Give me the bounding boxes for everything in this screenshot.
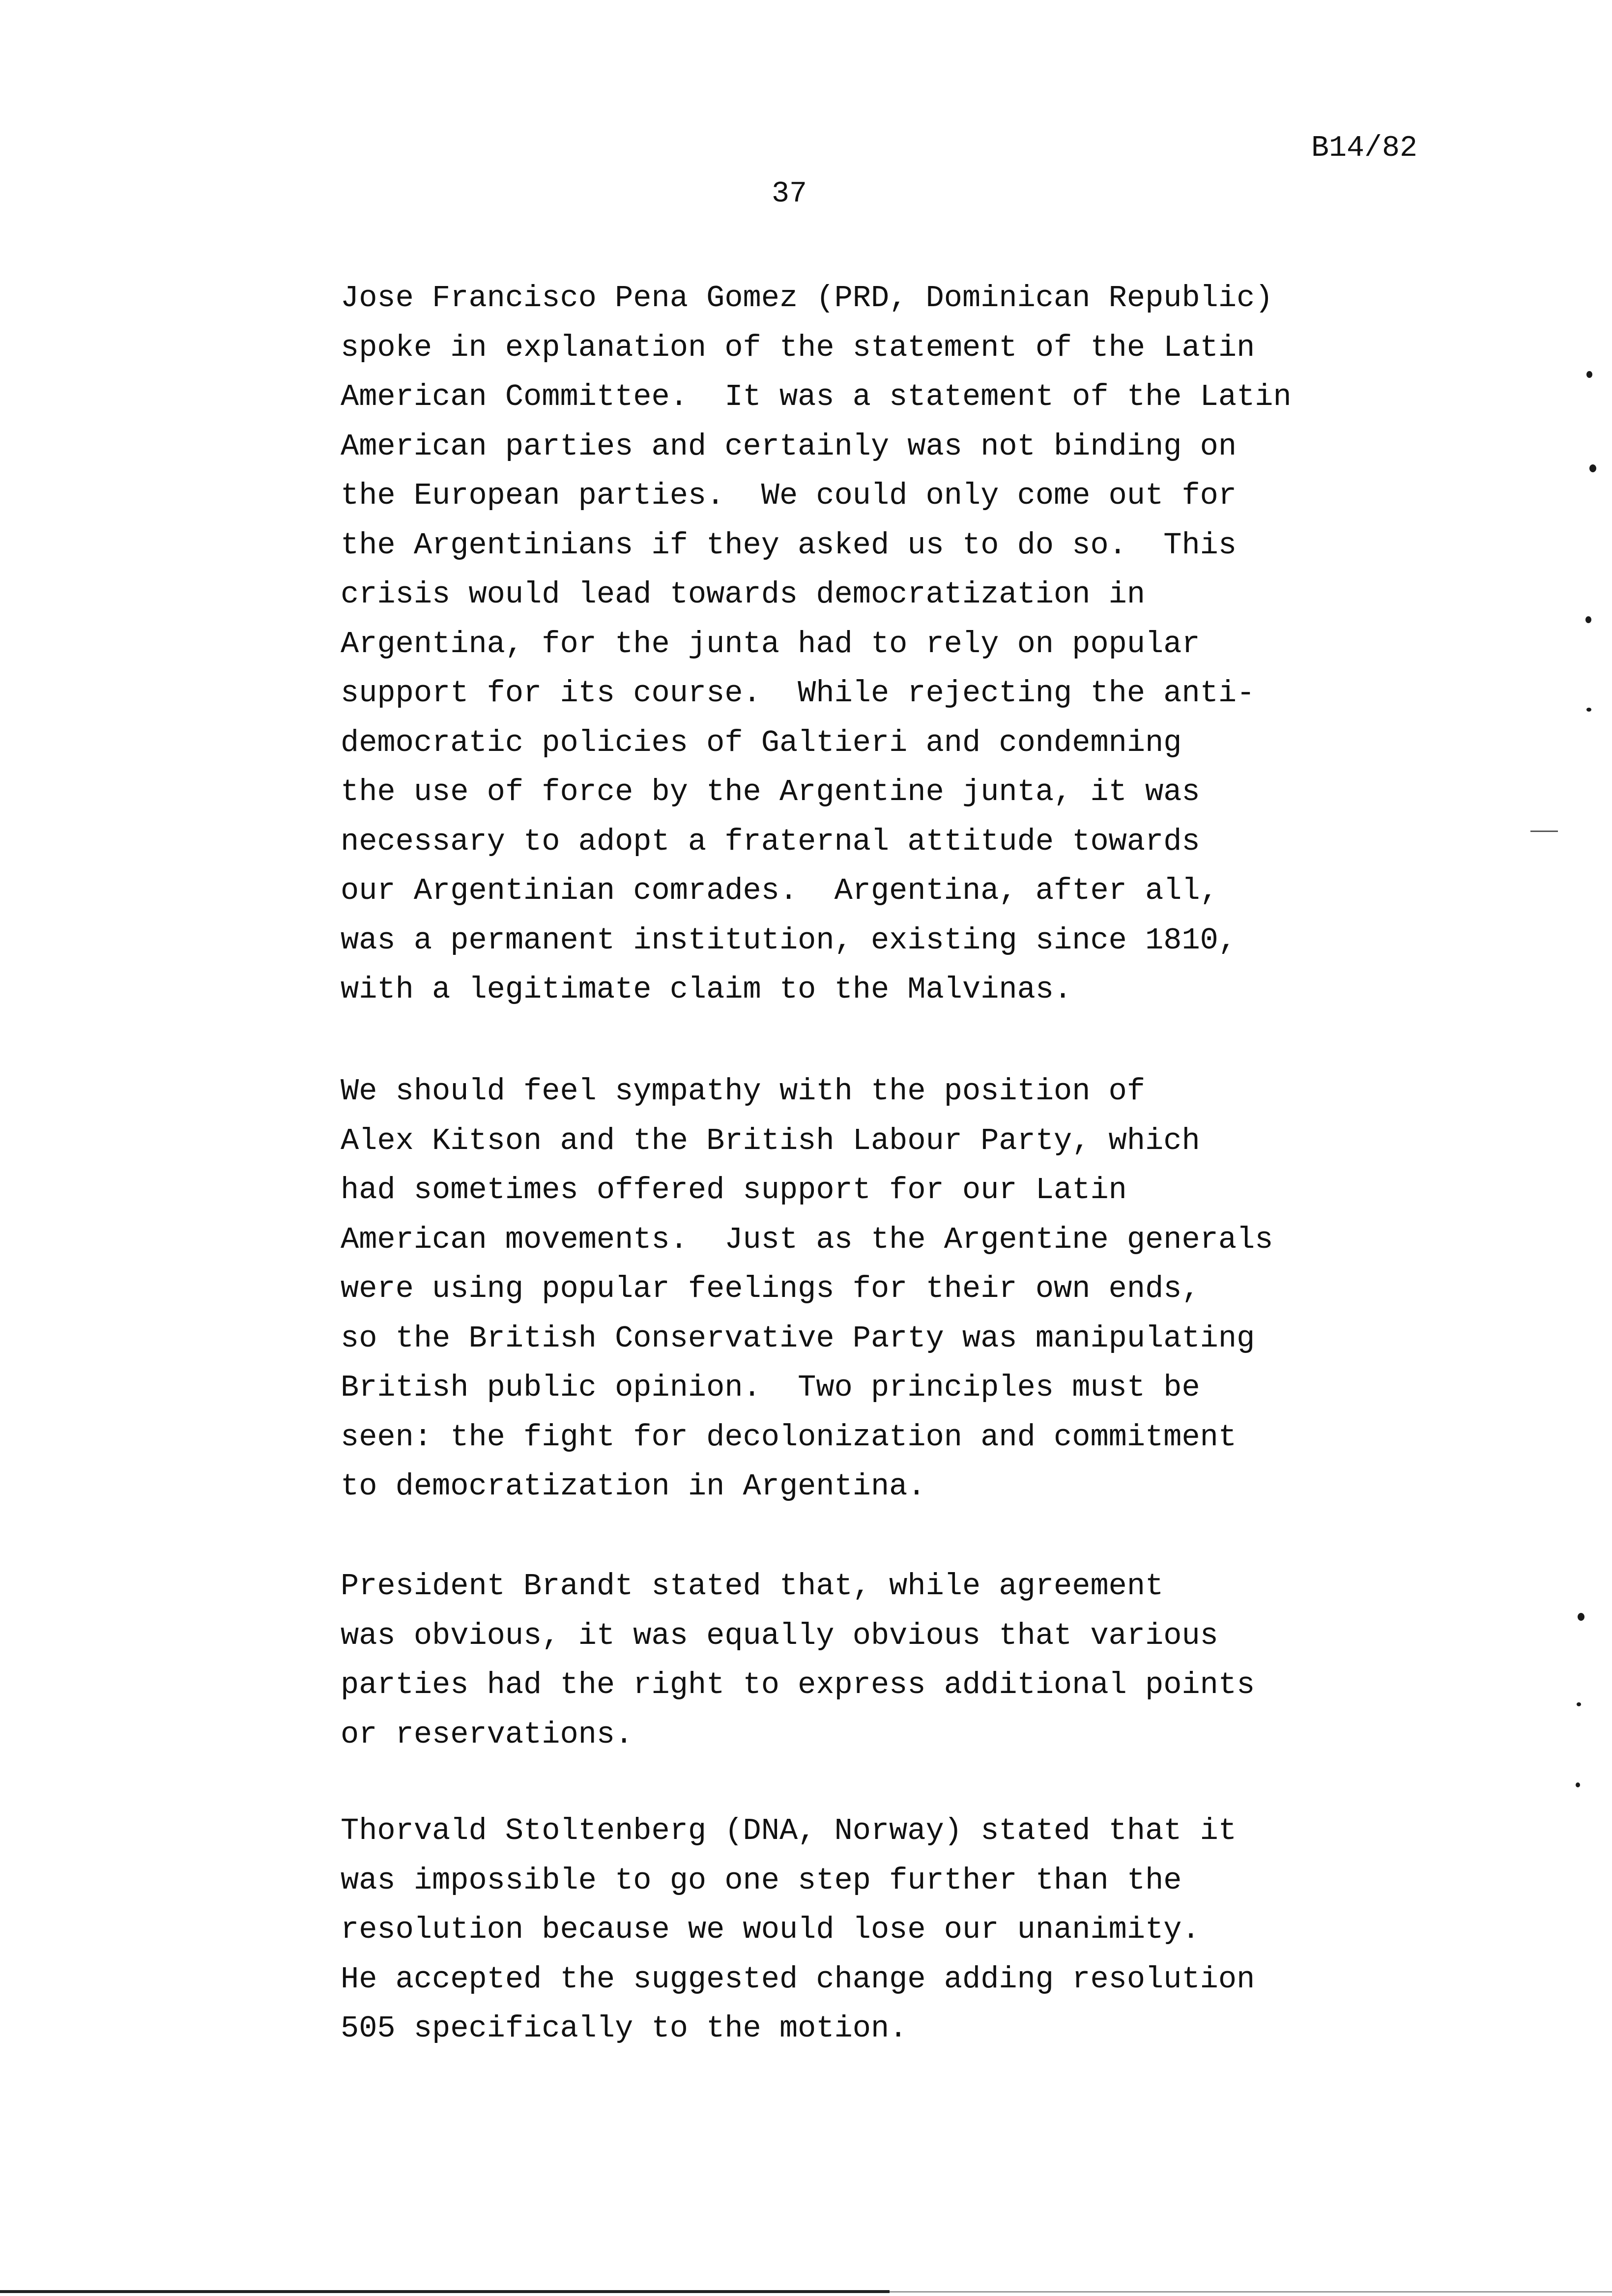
text-line: or reservations. (341, 1717, 633, 1752)
text-line: had sometimes offered support for our Latin (341, 1173, 1127, 1207)
text-line: Jose Francisco Pena Gomez (PRD, Dominican Republic) (341, 281, 1273, 316)
page-number: 37 (772, 177, 807, 211)
text-line: We should feel sympathy with the position of (341, 1074, 1146, 1109)
text-line: British public opinion. Two principles must be (341, 1370, 1200, 1405)
scan-speck (1578, 1613, 1584, 1621)
scan-speck (1585, 616, 1591, 623)
text-line: democratic policies of Galtieri and condemning (341, 725, 1182, 760)
text-line: resolution because we would lose our unanimity. (341, 1912, 1200, 1947)
paragraph-brandt (341, 1562, 1255, 1759)
paragraph-pena-gomez (341, 274, 1292, 1015)
text-line: crisis would lead towards democratization in (341, 577, 1146, 612)
scan-speck (1586, 708, 1591, 712)
text-line: with a legitimate claim to the Malvinas. (341, 972, 1072, 1007)
text-line: President Brandt stated that, while agreement (341, 1569, 1164, 1604)
text-line: He accepted the suggested change adding resolution (341, 1961, 1255, 1997)
text-line: parties had the right to express additional points (341, 1667, 1255, 1702)
text-line: American Committee. It was a statement of the Latin (341, 379, 1292, 414)
text-line: spoke in explanation of the statement of the Latin (341, 330, 1255, 365)
text-line: American parties and certainly was not binding on (341, 429, 1237, 464)
scan-speck (1577, 1702, 1581, 1706)
scan-mark (1530, 831, 1558, 832)
text-line: the use of force by the Argentine junta, it was (341, 775, 1200, 809)
text-line: the Argentinians if they asked us to do so. This (341, 527, 1237, 563)
text-line: our Argentinian comrades. Argentina, after all, (341, 873, 1218, 908)
text-line: was impossible to go one step further than the (341, 1863, 1182, 1898)
paragraph-stoltenberg (341, 1807, 1255, 2054)
text-line: Thorvald Stoltenberg (DNA, Norway) stated that it (341, 1813, 1237, 1848)
text-line: necessary to adopt a fraternal attitude towards (341, 824, 1200, 859)
text-line: was obvious, it was equally obvious that various (341, 1618, 1218, 1653)
text-line: so the British Conservative Party was manipulating (341, 1320, 1255, 1356)
scan-speck (1586, 371, 1592, 378)
scan-speck (1589, 464, 1596, 472)
text-line: seen: the fight for decolonization and commitment (341, 1419, 1237, 1455)
text-line: were using popular feelings for their own ends, (341, 1271, 1200, 1306)
page-bottom-rule-faint (890, 2291, 1612, 2293)
text-line: Alex Kitson and the British Labour Party, which (341, 1123, 1200, 1158)
page-bottom-rule (0, 2290, 890, 2293)
document-reference: B14/82 (1311, 132, 1418, 165)
text-line: Argentina, for the junta had to rely on popular (341, 626, 1200, 661)
scan-speck (1576, 1782, 1580, 1787)
text-line: American movements. Just as the Argentine generals (341, 1222, 1273, 1257)
text-line: support for its course. While rejecting the anti- (341, 676, 1255, 711)
paragraph-sympathy (341, 1067, 1273, 1512)
text-line: was a permanent institution, existing since 1810, (341, 922, 1237, 958)
text-line: the European parties. We could only come out for (341, 478, 1237, 513)
text-line: to democratization in Argentina. (341, 1469, 926, 1504)
text-line: 505 specifically to the motion. (341, 2011, 908, 2046)
